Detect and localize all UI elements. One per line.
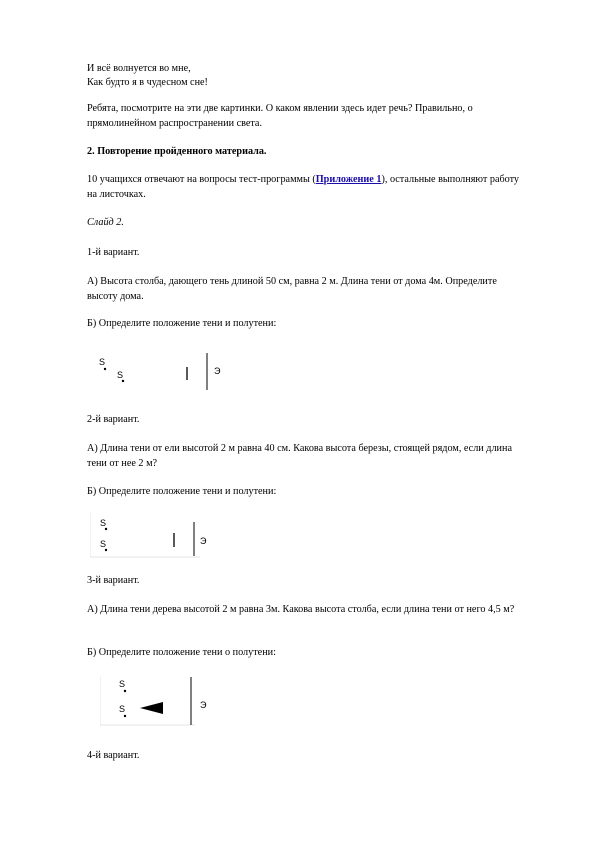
screen-label: Э bbox=[200, 700, 207, 710]
variant-4-title: 4-й вариант. bbox=[87, 750, 140, 761]
source-s2-label: S bbox=[100, 539, 107, 549]
test-paragraph bbox=[87, 172, 527, 202]
source-s1-label: S bbox=[99, 357, 106, 367]
source-s2-point bbox=[122, 380, 124, 382]
source-s1-point bbox=[105, 528, 107, 530]
variant-2-title: 2-й вариант. bbox=[87, 414, 140, 425]
source-s1-point bbox=[124, 690, 126, 692]
poem-line-1: И всё волнуется во мне, bbox=[87, 63, 191, 74]
test-text-after: ), остальные выполняют работу на листочках. bbox=[87, 174, 520, 200]
variant-1-task-a: А) Высота столба, дающего тень длиной 50 см, равна 2 м. Длина тени от дома 4м. Определите высоту дома. bbox=[87, 276, 497, 302]
variant-3-task-a: А) Длина тени дерева высотой 2 м равна 3м. Какова высота столба, если длина тени от него 4,5 м? bbox=[87, 604, 515, 615]
variant-1-title: 1-й вариант. bbox=[87, 247, 140, 258]
variant-1-task-b: Б) Определите положение тени и полутени: bbox=[87, 318, 277, 329]
source-s2-label: S bbox=[117, 370, 124, 380]
variant-2-figure bbox=[90, 510, 240, 560]
variant-1-figure bbox=[90, 345, 240, 395]
source-s2-point bbox=[124, 715, 126, 717]
screen-label: Э bbox=[214, 366, 221, 376]
source-s2-label: S bbox=[119, 704, 126, 714]
obstacle-triangle bbox=[140, 702, 163, 714]
slide-label: Слайд 2. bbox=[87, 217, 124, 228]
variant-2-task-b: Б) Определите положение тени и полутени: bbox=[87, 486, 277, 497]
source-s1-label: S bbox=[100, 518, 107, 528]
source-s2-point bbox=[105, 549, 107, 551]
variant-3-figure bbox=[100, 672, 230, 730]
source-s1-label: S bbox=[119, 679, 126, 689]
variant-3-task-b: Б) Определите положение тени о полутени: bbox=[87, 647, 276, 658]
source-s1-point bbox=[104, 368, 106, 370]
section-heading: 2. Повторение пройденного материала. bbox=[87, 146, 267, 157]
poem-line-2: Как будто я в чудесном сне! bbox=[87, 77, 208, 88]
intro-paragraph: Ребята, посмотрите на эти две картинки. О каком явлении здесь идет речь? Правильно, о прямолинейном распространении света. bbox=[87, 103, 473, 129]
test-text-before: 10 учащихся отвечают на вопросы тест-программы ( bbox=[87, 174, 316, 185]
appendix-link[interactable]: Приложение 1 bbox=[315, 174, 382, 185]
screen-label: Э bbox=[200, 536, 207, 546]
variant-2-task-a: А) Длина тени от ели высотой 2 м равна 40 см. Какова высота березы, стоящей рядом, если длина тени от нее 2 м? bbox=[87, 443, 512, 469]
variant-3-title: 3-й вариант. bbox=[87, 575, 140, 586]
